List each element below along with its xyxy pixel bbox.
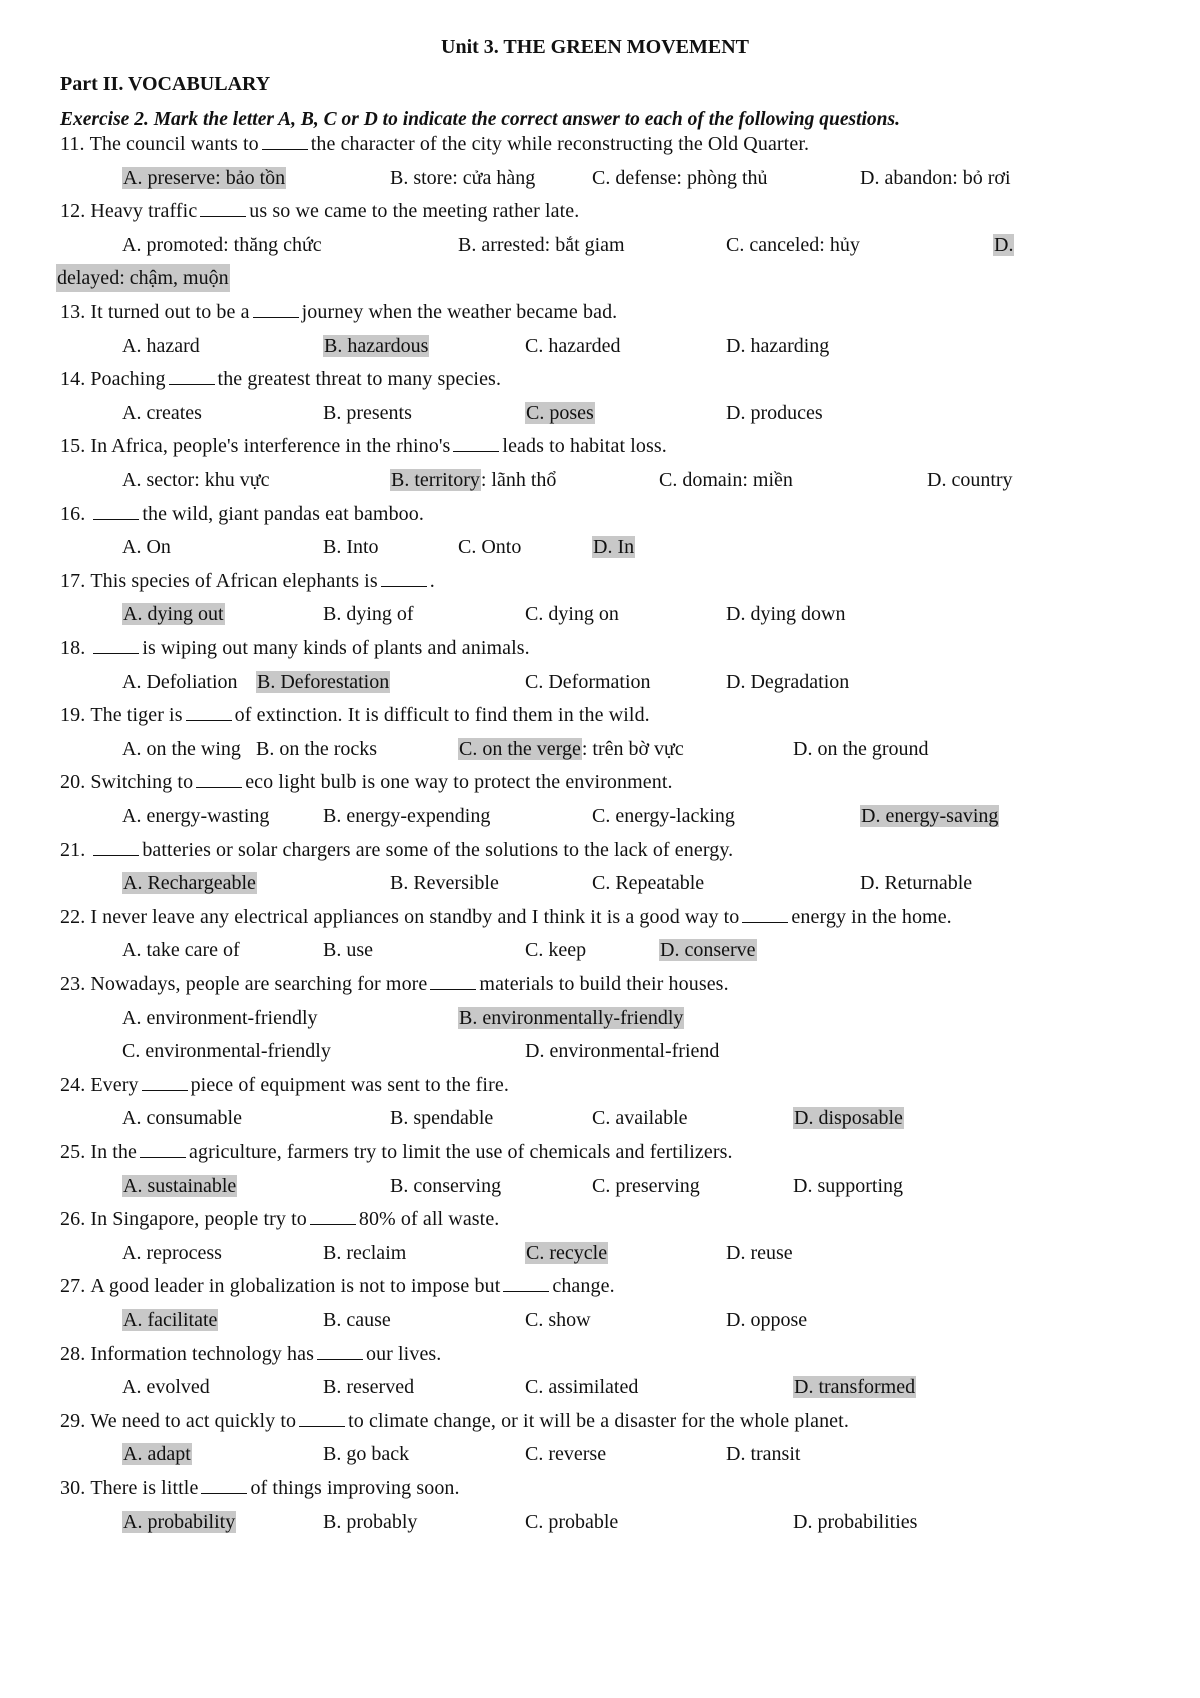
question-text-after: change. — [552, 1275, 615, 1298]
correct-answer-highlight: A. probability — [123, 1510, 236, 1533]
option-text: D. reuse — [726, 1241, 793, 1264]
option-text: B. presents — [323, 401, 412, 424]
answer-blank — [196, 769, 242, 788]
answer-option[interactable] — [793, 1508, 917, 1536]
answer-option[interactable] — [793, 1172, 903, 1200]
question-number: 12. — [60, 200, 86, 223]
question-text-before: The tiger is — [90, 704, 183, 727]
answer-option[interactable] — [525, 399, 595, 427]
answer-option[interactable] — [458, 735, 684, 763]
question-number: 30. — [60, 1477, 86, 1499]
correct-answer-highlight: D. — [994, 233, 1014, 256]
correct-answer-highlight: C. poses — [526, 401, 594, 424]
question-text-after: the character of the city while reconstructing the Old Quarter. — [310, 133, 810, 155]
answer-option[interactable] — [525, 936, 586, 964]
question-stem — [60, 768, 673, 796]
answer-option[interactable] — [122, 1306, 218, 1334]
answer-blank — [201, 1475, 247, 1494]
answer-option[interactable] — [525, 1306, 591, 1334]
question-stem — [60, 1138, 733, 1166]
option-text: D. oppose — [726, 1309, 808, 1331]
answer-option[interactable] — [525, 332, 621, 360]
option-text: A. evolved — [122, 1376, 210, 1399]
option-text: C. defense: phòng thủ — [592, 166, 768, 189]
question-text-before: We need to act quickly to — [90, 1409, 297, 1432]
answer-option[interactable] — [323, 332, 429, 360]
question-number: 14. — [60, 368, 86, 391]
option-text: C. show — [525, 1309, 591, 1331]
answer-option[interactable] — [793, 1373, 916, 1401]
option-text: C. keep — [525, 939, 587, 962]
answer-option[interactable] — [122, 399, 202, 427]
option-text: B. cause — [323, 1309, 391, 1331]
option-text: C. reverse — [525, 1443, 607, 1466]
question-number: 13. — [60, 301, 86, 323]
correct-answer-highlight: A. sustainable — [123, 1174, 237, 1197]
correct-answer-highlight: A. preserve: bảo tồn — [123, 166, 286, 189]
correct-answer-highlight: A. adapt — [123, 1443, 191, 1466]
option-text: C. available — [592, 1107, 688, 1130]
question-stem — [60, 567, 435, 595]
exercise-instruction: Exercise 2. Mark the letter A, B, C or D to indicate the correct answer to each of the following questions. — [60, 109, 900, 130]
question-stem — [60, 701, 650, 729]
option-text: B. Reversible — [390, 872, 499, 895]
correct-answer-highlight: A. dying out — [123, 603, 224, 626]
option-text: B. go back — [323, 1443, 410, 1466]
answer-option[interactable] — [323, 1373, 414, 1401]
option-text: C. domain: miền — [659, 469, 793, 491]
question-text-after: journey when the weather became bad. — [301, 301, 618, 323]
option-text: D. Degradation — [726, 670, 850, 693]
option-text: C. probable — [525, 1510, 619, 1533]
answer-option[interactable] — [256, 735, 377, 763]
question-stem — [60, 500, 424, 528]
question-text-before: There is little — [90, 1477, 199, 1499]
question-number: 28. — [60, 1342, 86, 1365]
answer-option[interactable] — [122, 332, 200, 360]
answer-option[interactable] — [323, 802, 490, 830]
question-text-before: In Africa, people's interference in the rhino's — [90, 435, 451, 458]
question-text-after: piece of equipment was sent to the fire. — [190, 1073, 509, 1096]
correct-answer-highlight: B. Deforestation — [257, 670, 390, 693]
option-text: C. energy-lacking — [592, 805, 735, 827]
answer-option[interactable] — [122, 164, 286, 192]
answer-option[interactable] — [323, 936, 373, 964]
answer-option[interactable] — [592, 802, 735, 830]
answer-option[interactable] — [390, 164, 535, 192]
question-stem — [60, 365, 501, 393]
answer-option[interactable] — [525, 600, 619, 628]
option-text: D. dying down — [726, 603, 846, 626]
question-text-after: the greatest threat to many species. — [217, 368, 502, 391]
answer-option[interactable] — [927, 466, 1013, 494]
answer-blank — [93, 635, 139, 654]
answer-option[interactable] — [122, 533, 171, 561]
question-number: 27. — [60, 1275, 86, 1298]
option-text: C. Onto — [458, 536, 522, 559]
option-text: A. creates — [122, 401, 202, 424]
question-text-before: This species of African elephants is — [90, 569, 378, 592]
question-text-after: eco light bulb is one way to protect the environment. — [245, 771, 673, 794]
part-heading: Part II. VOCABULARY — [60, 73, 271, 95]
answer-option[interactable] — [323, 399, 412, 427]
option-text: A. consumable — [122, 1107, 242, 1130]
question-stem — [60, 1205, 499, 1233]
question-stem — [60, 1407, 849, 1435]
correct-answer-highlight: A. facilitate — [123, 1309, 218, 1331]
option-text: B. energy-expending — [323, 805, 491, 827]
question-stem — [60, 1071, 509, 1099]
answer-option[interactable] — [592, 1104, 688, 1132]
question-text-before: Heavy traffic — [90, 200, 198, 223]
option-text: D. country — [927, 469, 1013, 491]
answer-blank — [140, 1139, 186, 1158]
question-text-after: of things improving soon. — [250, 1477, 460, 1499]
answer-option[interactable] — [793, 1104, 904, 1132]
option-text: B. spendable — [390, 1107, 494, 1130]
option-text: B. store: cửa hàng — [390, 166, 536, 189]
answer-option[interactable] — [592, 533, 635, 561]
option-text: A. on the wing — [122, 737, 241, 760]
answer-option[interactable] — [323, 1440, 409, 1468]
correct-answer-highlight: A. Rechargeable — [123, 872, 256, 895]
option-text: C. Deformation — [525, 670, 651, 693]
correct-answer-highlight: B. environmentally-friendly — [459, 1006, 684, 1029]
answer-option[interactable] — [122, 600, 225, 628]
answer-option[interactable] — [726, 231, 860, 259]
answer-blank — [742, 904, 788, 923]
question-text-after: leads to habitat loss. — [502, 435, 667, 458]
answer-blank — [262, 131, 308, 150]
option-text: : trên bờ vực — [581, 737, 684, 760]
question-number: 16. — [60, 502, 86, 525]
option-text: B. reclaim — [323, 1241, 407, 1264]
option-text: A. On — [122, 536, 171, 559]
answer-option[interactable] — [726, 399, 823, 427]
question-text-before: Switching to — [90, 771, 194, 794]
answer-blank — [93, 837, 139, 856]
answer-option[interactable] — [390, 1172, 501, 1200]
option-text: C. canceled: hủy — [726, 233, 860, 256]
option-text: A. hazard — [122, 334, 200, 357]
option-text: D. hazarding — [726, 334, 830, 357]
answer-option[interactable] — [860, 802, 999, 830]
option-text: : lãnh thổ — [480, 469, 557, 491]
option-text: A. take care of — [122, 939, 240, 962]
option-text: A. energy-wasting — [122, 805, 270, 827]
answer-option[interactable] — [525, 1037, 719, 1065]
question-number: 17. — [60, 569, 86, 592]
option-text: B. dying of — [323, 603, 414, 626]
option-text: B. reserved — [323, 1376, 415, 1399]
answer-option[interactable] — [793, 735, 929, 763]
answer-blank — [453, 433, 499, 452]
correct-answer-highlight: D. In — [593, 536, 635, 559]
answer-blank — [503, 1273, 549, 1292]
question-number: 20. — [60, 771, 86, 794]
answer-option[interactable] — [122, 668, 238, 696]
option-text: C. environmental-friendly — [122, 1040, 331, 1063]
correct-answer-highlight: D. transformed — [794, 1376, 916, 1399]
option-text: C. dying on — [525, 603, 619, 626]
question-stem — [60, 836, 733, 864]
answer-blank — [317, 1341, 363, 1360]
option-text: D. produces — [726, 401, 823, 424]
answer-option[interactable] — [390, 466, 556, 494]
question-text-after: energy in the home. — [791, 905, 952, 928]
question-text-before: Every — [90, 1073, 139, 1096]
correct-answer-highlight: D. energy-saving — [861, 805, 999, 827]
question-stem — [60, 1474, 460, 1502]
correct-answer-highlight: B. territory — [391, 469, 480, 491]
question-number: 22. — [60, 905, 86, 928]
question-text-after: . — [429, 569, 435, 592]
answer-option[interactable] — [122, 936, 240, 964]
question-text-after: materials to build their houses. — [479, 973, 729, 995]
option-text: A. environment-friendly — [122, 1006, 318, 1029]
answer-option[interactable] — [659, 466, 793, 494]
question-number: 11. — [60, 133, 85, 155]
option-text: D. Returnable — [860, 872, 973, 895]
option-text: D. on the ground — [793, 737, 929, 760]
option-text: D. supporting — [793, 1174, 903, 1197]
answer-option[interactable] — [390, 1104, 493, 1132]
answer-option[interactable] — [122, 1239, 222, 1267]
answer-option[interactable] — [458, 533, 521, 561]
correct-answer-highlight: C. recycle — [526, 1241, 608, 1264]
option-text: B. on the rocks — [256, 737, 378, 760]
answer-blank — [169, 366, 215, 385]
question-text-after: to climate change, or it will be a disaster for the whole planet. — [348, 1409, 849, 1432]
option-text: B. conserving — [390, 1174, 502, 1197]
option-text: D. environmental-friend — [525, 1040, 720, 1063]
answer-option[interactable] — [122, 1037, 331, 1065]
answer-option[interactable] — [525, 1440, 606, 1468]
question-text-before: I never leave any electrical appliances on standby and I think it is a good way to — [90, 905, 740, 928]
answer-blank — [93, 501, 139, 520]
answer-option[interactable] — [323, 1239, 406, 1267]
answer-option[interactable] — [122, 1373, 210, 1401]
question-text-after: us so we came to the meeting rather late. — [249, 200, 580, 223]
correct-answer-highlight: B. hazardous — [324, 334, 429, 357]
question-text-after: is wiping out many kinds of plants and animals. — [142, 637, 530, 659]
question-number: 25. — [60, 1141, 86, 1163]
correct-answer-highlight: D. disposable — [794, 1107, 903, 1130]
option-text: B. Into — [323, 536, 379, 559]
answer-option[interactable] — [525, 1239, 608, 1267]
answer-option[interactable] — [122, 1440, 192, 1468]
answer-option[interactable] — [860, 869, 972, 897]
question-stem — [60, 130, 809, 158]
answer-option[interactable] — [726, 1306, 807, 1334]
answer-option[interactable] — [458, 231, 625, 259]
answer-option[interactable] — [726, 668, 849, 696]
answer-option[interactable] — [525, 668, 651, 696]
option-text: A. reprocess — [122, 1241, 222, 1264]
option-text: A. promoted: thăng chức — [122, 233, 322, 256]
answer-option[interactable] — [122, 869, 257, 897]
answer-option[interactable] — [122, 1508, 236, 1536]
question-number: 15. — [60, 435, 86, 458]
question-text-before: A good leader in globalization is not to impose but — [90, 1275, 501, 1298]
option-text: D. abandon: bỏ rơi — [860, 166, 1011, 189]
option-text: D. transit — [726, 1443, 801, 1466]
question-stem — [60, 970, 729, 998]
option-text: B. use — [323, 939, 373, 962]
option-text: C. hazarded — [525, 334, 621, 357]
answer-blank — [310, 1206, 356, 1225]
question-text-after: agriculture, farmers try to limit the use of chemicals and fertilizers. — [189, 1141, 733, 1163]
option-text: B. arrested: bắt giam — [458, 233, 625, 256]
answer-option[interactable] — [323, 600, 414, 628]
question-stem — [60, 1272, 615, 1300]
answer-option[interactable] — [458, 1004, 684, 1032]
question-number: 26. — [60, 1208, 86, 1231]
answer-option[interactable] — [122, 231, 322, 259]
question-text-before: In Singapore, people try to — [90, 1208, 307, 1231]
question-number: 19. — [60, 704, 86, 727]
answer-option[interactable] — [390, 869, 499, 897]
answer-option[interactable] — [323, 1508, 417, 1536]
answer-blank — [430, 971, 476, 990]
question-text-after: our lives. — [365, 1342, 442, 1365]
question-stem — [60, 298, 617, 326]
answer-option[interactable] — [726, 332, 829, 360]
question-text-after: the wild, giant pandas eat bamboo. — [142, 502, 424, 525]
answer-option[interactable] — [525, 1508, 618, 1536]
answer-option[interactable] — [993, 231, 1014, 259]
answer-option[interactable] — [122, 735, 241, 763]
answer-option[interactable] — [256, 668, 390, 696]
question-stem — [60, 197, 579, 225]
answer-blank — [186, 702, 232, 721]
option-text: C. assimilated — [525, 1376, 639, 1399]
answer-option[interactable] — [122, 1004, 318, 1032]
question-number: 24. — [60, 1073, 86, 1096]
answer-option[interactable] — [122, 802, 269, 830]
answer-blank — [381, 568, 427, 587]
question-text-before: Poaching — [90, 368, 166, 391]
answer-option[interactable] — [122, 1104, 242, 1132]
option-text: B. probably — [323, 1510, 418, 1533]
question-number: 29. — [60, 1409, 86, 1432]
question-number: 23. — [60, 973, 86, 995]
question-text-before: The council wants to — [89, 133, 259, 155]
answer-option[interactable] — [860, 164, 1011, 192]
answer-option[interactable] — [592, 1172, 700, 1200]
question-text-after: 80% of all waste. — [358, 1208, 500, 1231]
answer-option[interactable] — [122, 466, 269, 494]
answer-option[interactable] — [726, 1239, 793, 1267]
question-text-before: It turned out to be a — [90, 301, 250, 323]
answer-option[interactable] — [323, 533, 379, 561]
option-text: A. sector: khu vực — [122, 469, 270, 491]
correct-answer-highlight: C. on the verge — [459, 737, 581, 760]
answer-option[interactable] — [525, 1373, 638, 1401]
question-text-before: Information technology has — [90, 1342, 314, 1365]
question-text-before: Nowadays, people are searching for more — [90, 973, 428, 995]
answer-blank — [253, 299, 299, 318]
correct-answer-highlight: delayed: chậm, muộn — [56, 264, 230, 292]
question-number: 18. — [60, 637, 86, 659]
question-text-after: batteries or solar chargers are some of the solutions to the lack of energy. — [142, 838, 734, 861]
question-stem — [60, 432, 667, 460]
answer-option[interactable] — [592, 869, 704, 897]
answer-option[interactable] — [122, 1172, 237, 1200]
option-text: A. Defoliation — [122, 670, 238, 693]
page-title: Unit 3. THE GREEN MOVEMENT — [441, 36, 749, 58]
question-text-before: In the — [90, 1141, 138, 1163]
answer-option[interactable] — [659, 936, 757, 964]
correct-answer-highlight: D. conserve — [660, 939, 756, 962]
question-text-after: of extinction. It is difficult to find them in the wild. — [234, 704, 650, 727]
answer-blank — [200, 198, 246, 217]
answer-option[interactable] — [726, 1440, 800, 1468]
question-stem — [60, 903, 952, 931]
answer-option[interactable] — [323, 1306, 391, 1334]
question-number: 21. — [60, 838, 86, 861]
answer-option[interactable] — [592, 164, 768, 192]
answer-option[interactable] — [726, 600, 845, 628]
answer-blank — [142, 1072, 188, 1091]
question-stem — [60, 1340, 441, 1368]
option-text: D. probabilities — [793, 1510, 918, 1533]
answer-blank — [299, 1408, 345, 1427]
question-stem — [60, 634, 530, 662]
option-text: C. Repeatable — [592, 872, 705, 895]
option-text: C. preserving — [592, 1174, 700, 1197]
